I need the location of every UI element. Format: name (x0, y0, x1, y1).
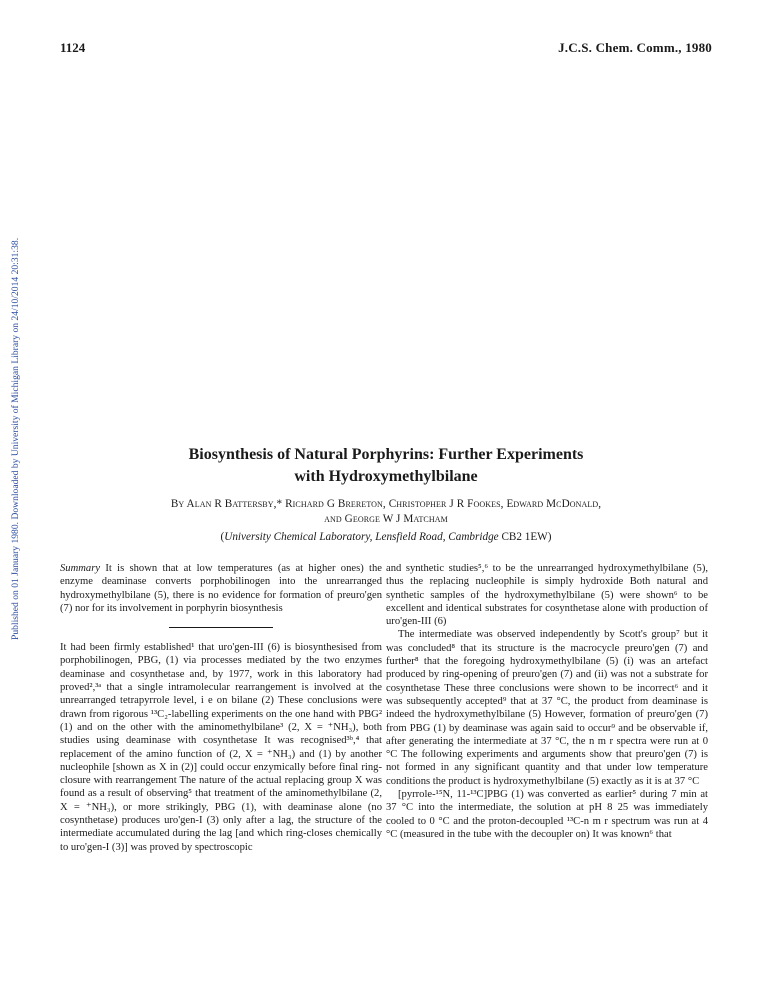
article-title (60, 444, 712, 488)
body-paragraph-2: and synthetic studies⁵,⁶ to be the unrearranged hydroxymethylbilane (5), thus the replacing nucleophile is simply hydroxide Both natural and synthetic samples of the hydroxymethylbilane (5) were shown⁶ to be excellent and identical substrates for cosynthetase alone with production of uro'gen-III (6) (386, 563, 708, 628)
authors-line-2: and George W J Matcham (324, 513, 448, 525)
right-column (386, 562, 708, 841)
affiliation-open: ( (220, 531, 225, 543)
title-line-2: with Hydroxymethylbilane (294, 468, 478, 485)
download-side-note[interactable]: Published on 01 January 1980. Downloaded by University of Michigan Library on 24/10/2014 20:31:38. (10, 237, 21, 640)
summary-label: Summary (60, 563, 101, 574)
authors (60, 497, 712, 527)
affiliation-postcode: CB2 1EW) (498, 531, 552, 543)
summary-text: It is shown that at low temperatures (as at higher ones) the enzyme deaminase converts porphobilinogen into the unrearranged hydroxymethylbilane (5), there is no evidence for formation of preuro'gen (7) nor for its involvement in porphyrin biosynthesis (60, 563, 382, 614)
body-paragraph-4: [pyrrole-¹⁵N, 11-¹³C]PBG (1) was converted as earlier⁵ during 7 min at 37 °C into the intermediate, the solution at pH 8 25 was immediately cooled to 0 °C and the proton-decoupled ¹³C-n m r spectrum was run at 4 °C (measured in the tube with the decoupler on) It was known⁶ that (386, 789, 708, 840)
title-line-1: Biosynthesis of Natural Porphyrins: Further Experiments (188, 446, 584, 463)
authors-line-1: By Alan R Battersby,* Richard G Brereton, Christopher J R Fookes, Edward McDonald, (170, 498, 602, 510)
affiliation (60, 530, 712, 545)
left-column (60, 562, 382, 854)
body-paragraph-3: The intermediate was observed independently by Scott's group⁷ but it was concluded⁸ that its structure is the macrocycle preuro'gen (7) and further⁸ that the foregoing hydroxymethylbilane (5) (i) was an artefact produced by ring-opening of preuro'gen (7) and (ii) was not a substrate for cosynthetase These three conclusions were shown to be incorrect⁶ and it was subsequently accepted⁹ that at 37 °C, the product from deaminase is indeed the hydroxymethylbilane (5) However, formation of preuro'gen (7) from PBG (1) by deaminase was again said to occur⁹ and be observable if, after generating the intermediate at 37 °C, the n m r spectra were run at 0 °C The following experiments and arguments show that preuro'gen (7) is not formed in any significant quantity and that under low temperature conditions the product is hydroxymethylbilane (5) exactly as it is at 37 °C (386, 629, 708, 787)
section-divider (169, 627, 273, 628)
journal-header: J.C.S. Chem. Comm., 1980 (558, 40, 712, 55)
body-paragraph-1: It had been firmly established¹ that uro'gen-III (6) is biosynthesised from porphobilinogen, PBG, (1) via processes mediated by the two enzymes deaminase and cosynthetase and, by 1977, work in this laboratory had proved²,³ᵃ that a single intramolecular rearrangement is involved at the unrearranged tetrapyrrole level, i e on bilane (2) These conclusions were drawn from rigorous ¹³C₂-labelling experiments on the one hand with PBG² (1) and on the other with the aminomethylbilane³ (2, X = ⁺NH₃), both studies using deaminase with cosynthetase It was recognised³ᵇ,⁴ that replacement of the amino function of (2, X = ⁺NH₃) and (1) by another nucleophile [shown as X in (2)] could occur enzymically before final ring-closure with rearrangement The nature of the actual replacing group X was found as a result of observing⁵ that treatment of the aminomethylbilane (2, X = ⁺NH₃), or more strikingly, PBG (1), with deaminase alone (no cosynthetase) produces uro'gen-I (3) only after a lag, the structure of the intermediate accumulated during the lag [and which ring-closes chemically to uro'gen-I (3)] was proved by spectroscopic (60, 642, 382, 853)
page-number: 1124 (60, 40, 86, 55)
summary (60, 562, 382, 615)
affiliation-institution: University Chemical Laboratory, Lensfield Road, Cambridge (224, 531, 499, 543)
